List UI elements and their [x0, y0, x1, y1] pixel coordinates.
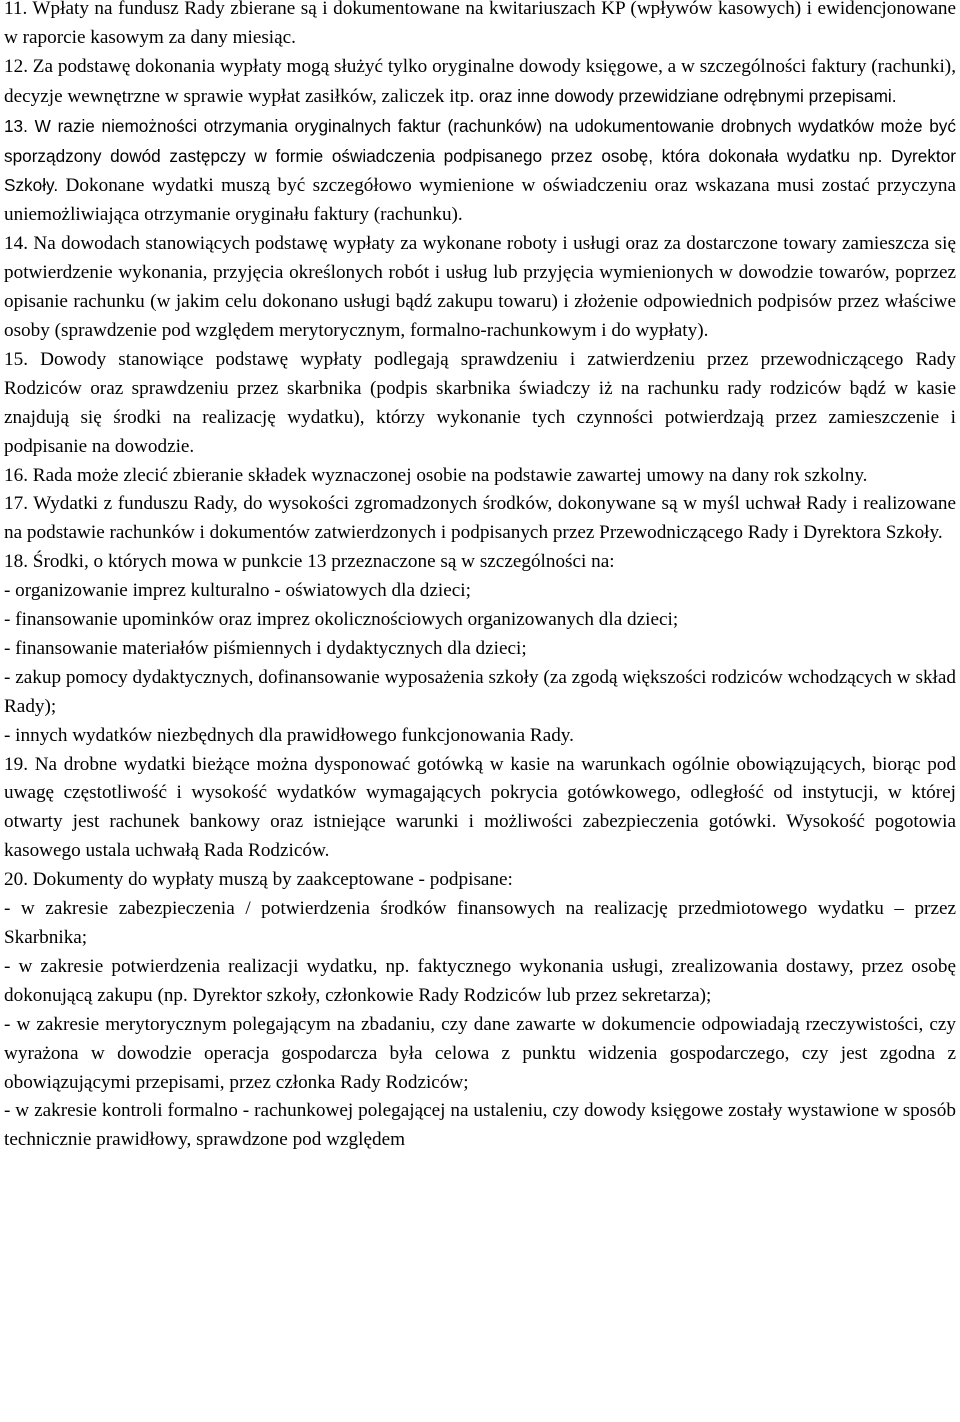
list-item-text: - finansowanie materiałów piśmiennych i dydaktycznych dla dzieci;	[4, 637, 527, 659]
list-item-text: - w zakresie potwierdzenia realizacji wydatku, np. faktycznego wykonania usługi, zrealizowania dostawy, przez osobę dokonującą zakupu (np. Dyrektor szkoły, członkowie Rady Rodziców lub przez sekretarza);	[4, 955, 956, 1006]
list-item	[4, 1011, 956, 1098]
paragraph-13	[4, 112, 956, 231]
list-item	[4, 1097, 956, 1155]
list-item-text: - innych wydatków niezbędnych dla prawidłowego funkcjonowania Rady.	[4, 724, 574, 746]
paragraph-18	[4, 548, 956, 577]
paragraph-text: 20. Dokumenty do wypłaty muszą by zaakceptowane - podpisane:	[4, 869, 513, 891]
list-item-text: - finansowanie upominków oraz imprez okolicznościowych organizowanych dla dzieci;	[4, 609, 679, 631]
list-item-text: - organizowanie imprez kulturalno - oświatowych dla dzieci;	[4, 580, 471, 602]
list-item	[4, 664, 956, 722]
paragraph-16	[4, 462, 956, 491]
paragraph-19	[4, 751, 956, 867]
paragraph-text: 13. W razie niemożności otrzymania oryginalnych faktur (rachunków) na udokumentowanie drobnych wydatków może być sporządzony dowód zastępczy w formie oświadczenia podpisanego przez osobę, która dokonała wydatku np. Dyrektor Szkoły.	[4, 115, 956, 196]
list-item	[4, 895, 956, 953]
list-item-text: - w zakresie kontroli formalno - rachunkowej polegającej na ustaleniu, czy dowody księgowe zostały wystawione w sposób technicznie prawidłowy, sprawdzone pod względem	[4, 1100, 956, 1151]
paragraph-text: 16. Rada może zlecić zbieranie składek wyznaczonej osobie na podstawie zawartej umowy na dany rok szkolny.	[4, 464, 868, 486]
list-item	[4, 722, 956, 751]
paragraph-14	[4, 230, 956, 346]
list-item-text: - w zakresie merytorycznym polegającym na zbadaniu, czy dane zawarte w dokumencie odpowiadają rzeczywistości, czy wyrażona w dowodzie operacja gospodarcza była celowa z punktu widzenia gospodarczego, czy jest zgodna z obowiązującymi przepisami, przez członka Rady Rodziców;	[4, 1013, 956, 1093]
list-item	[4, 606, 956, 635]
paragraph-11	[4, 0, 956, 53]
list-item-text: - zakup pomocy dydaktycznych, dofinansowanie wyposażenia szkoły (za zgodą większości rodziców wchodzących w skład Rady);	[4, 666, 956, 717]
list-item-text: - w zakresie zabezpieczenia / potwierdzenia środków finansowych na realizację przedmiotowego wydatku – przez Skarbnika;	[4, 898, 956, 948]
paragraph-15	[4, 346, 956, 462]
paragraph-text: 14. Na dowodach stanowiących podstawę wypłaty za wykonane roboty i usługi oraz za dostarczone towary zamieszcza się potwierdzenie wykonania, przyjęcia określonych robót i usług lub przyjęcia wymienionych w dowodzie towarów, poprzez opisanie rachunku (w jakim celu dokonano usługi bądź zakupu towaru) i złożenie odpowiednich podpisów przez właściwe osoby (sprawdzenie pod względem merytorycznym, formalno-rachunkowym i do wypłaty).	[4, 233, 956, 341]
paragraph-17	[4, 490, 956, 548]
paragraph-12	[4, 53, 956, 112]
paragraph-text: 19. Na drobne wydatki bieżące można dysponować gotówką w kasie na warunkach ogólnie obowiązujących, biorąc pod uwagę częstotliwość i wysokość wydatków wymagających pokrycia gotówkowego, odległość od instytucji, w której otwarty jest rachunek bankowy oraz istniejące warunki i możliwości zabezpieczenia gotówki. Wysokość pogotowia kasowego ustala uchwałą Rada Rodziców.	[4, 753, 956, 862]
paragraph-text: 11. Wpłaty na fundusz Rady zbierane są i dokumentowane na kwitariuszach KP (wpływów kasowych) i ewidencjonowane w raporcie kasowym za dany miesiąc.	[4, 0, 956, 48]
paragraph-tail: Dokonane wydatki muszą być szczegółowo wymienione w oświadczeniu oraz wskazana musi zostać przyczyna uniemożliwiająca otrzymanie oryginału faktury (rachunku).	[4, 175, 956, 226]
paragraph-text: 15. Dowody stanowiące podstawę wypłaty podlegają sprawdzeniu i zatwierdzeniu przez przewodniczącego Rady Rodziców oraz sprawdzeniu przez skarbnika (podpis skarbnika świadczy iż na rachunku rady rodziców bądź w kasie znajdują się środki na realizację wydatku), którzy wykonanie tych czynności potwierdzają przez zamieszczenie i podpisanie na dowodzie.	[4, 348, 956, 457]
list-item	[4, 577, 956, 606]
paragraph-text: 12. Za podstawę dokonania wypłaty mogą służyć tylko oryginalne dowody księgowe, a w szczególności faktury (rachunki), decyzje wewnętrzne w sprawie wypłat zasiłków, zaliczek itp.	[4, 55, 956, 107]
paragraph-text: 18. Środki, o których mowa w punkcie 13 przeznaczone są w szczególności na:	[4, 551, 615, 573]
document-page	[4, 0, 956, 1155]
list-item	[4, 953, 956, 1011]
list-item	[4, 635, 956, 664]
paragraph-text: 17. Wydatki z funduszu Rady, do wysokości zgromadzonych środków, dokonywane są w myśl uchwał Rady i realizowane na podstawie rachunków i dokumentów zatwierdzonych i podpisanych przez Przewodniczącego Rady i Dyrektora Szkoły.	[4, 493, 956, 544]
paragraph-20	[4, 866, 956, 895]
paragraph-tail: oraz inne dowody przewidziane odrębnymi przepisami.	[474, 85, 897, 106]
